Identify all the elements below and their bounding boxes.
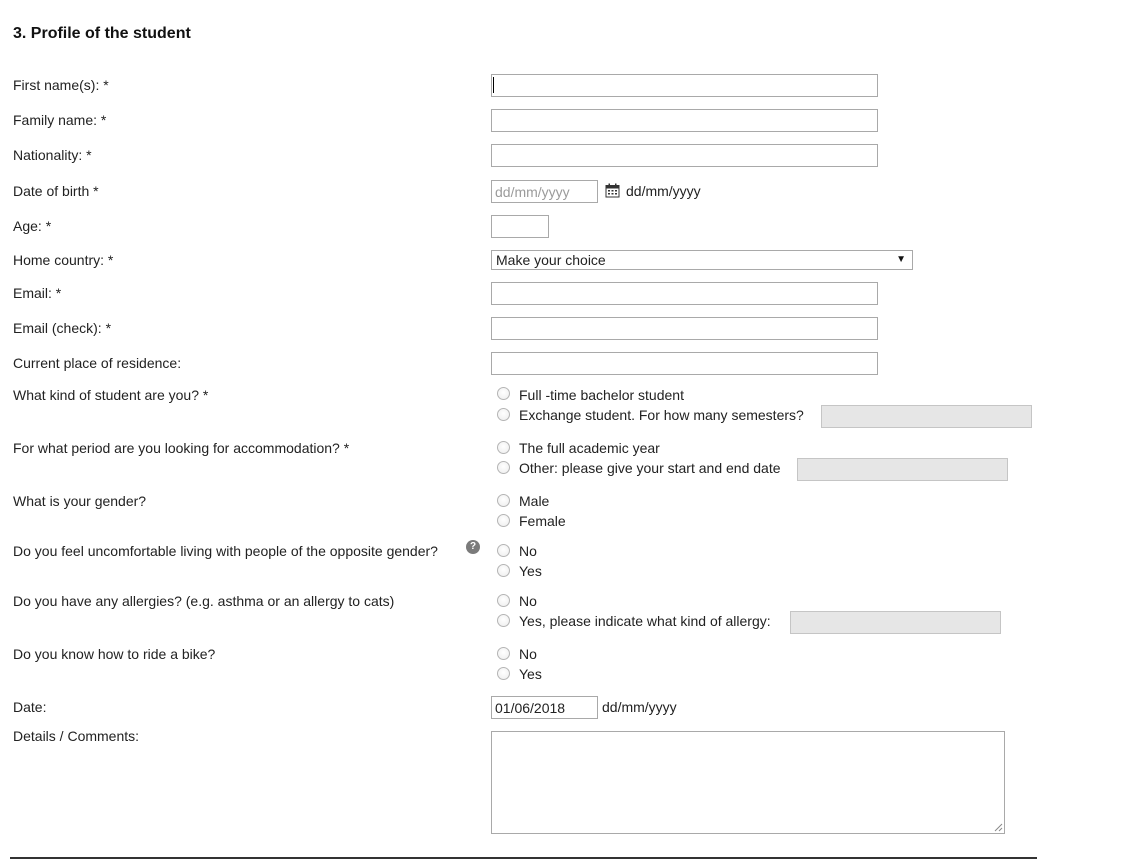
- allergy-kind-input[interactable]: [790, 611, 1001, 634]
- dropdown-arrow-icon: ▼: [896, 254, 906, 265]
- option-opposite-gender-no: No: [519, 543, 537, 559]
- radio-exchange-student[interactable]: [497, 408, 510, 421]
- date-label: Date:: [13, 699, 47, 715]
- family-name-input[interactable]: [491, 109, 878, 132]
- date-of-birth-format-hint: dd/mm/yyyy: [626, 183, 701, 199]
- text-cursor: [493, 77, 494, 93]
- period-label: For what period are you looking for accommodation? *: [13, 440, 350, 456]
- date-format-hint: dd/mm/yyyy: [602, 699, 677, 715]
- date-input[interactable]: [491, 696, 598, 719]
- resize-grip-icon[interactable]: [994, 823, 1003, 832]
- comments-label: Details / Comments:: [13, 728, 140, 744]
- first-name-input[interactable]: [491, 74, 878, 97]
- email-label: Email: *: [13, 285, 62, 301]
- student-kind-label: What kind of student are you? *: [13, 387, 209, 403]
- option-other-period: Other: please give your start and end date: [519, 460, 781, 476]
- family-name-label: Family name: *: [13, 112, 107, 128]
- email-input[interactable]: [491, 282, 878, 305]
- option-full-time-bachelor: Full -time bachelor student: [519, 387, 684, 403]
- bottom-divider: [10, 857, 1037, 859]
- calendar-icon[interactable]: [605, 183, 620, 198]
- exchange-semesters-input[interactable]: [821, 405, 1032, 428]
- radio-male[interactable]: [497, 494, 510, 507]
- allergies-label: Do you have any allergies? (e.g. asthma or an allergy to cats): [13, 593, 395, 609]
- radio-bike-no[interactable]: [497, 647, 510, 660]
- age-input[interactable]: [491, 215, 549, 238]
- radio-allergies-no[interactable]: [497, 594, 510, 607]
- residence-input[interactable]: [491, 352, 878, 375]
- home-country-label: Home country: *: [13, 252, 114, 268]
- first-name-label: First name(s): *: [13, 77, 109, 93]
- option-full-academic-year: The full academic year: [519, 440, 660, 456]
- radio-opposite-gender-yes[interactable]: [497, 564, 510, 577]
- home-country-selected: Make your choice: [496, 252, 606, 268]
- residence-label: Current place of residence:: [13, 355, 182, 371]
- radio-bike-yes[interactable]: [497, 667, 510, 680]
- email-check-label: Email (check): *: [13, 320, 112, 336]
- nationality-input[interactable]: [491, 144, 878, 167]
- opposite-gender-label: Do you feel uncomfortable living with people of the opposite gender?: [13, 543, 438, 559]
- period-dates-input[interactable]: [797, 458, 1008, 481]
- radio-female[interactable]: [497, 514, 510, 527]
- option-opposite-gender-yes: Yes: [519, 563, 542, 579]
- option-exchange-student: Exchange student. For how many semesters?: [519, 407, 804, 423]
- radio-full-academic-year[interactable]: [497, 441, 510, 454]
- radio-allergies-yes[interactable]: [497, 614, 510, 627]
- home-country-select[interactable]: [491, 250, 913, 270]
- age-label: Age: *: [13, 218, 52, 234]
- radio-opposite-gender-no[interactable]: [497, 544, 510, 557]
- radio-full-time-bachelor[interactable]: [497, 387, 510, 400]
- help-icon[interactable]: ?: [466, 540, 480, 554]
- option-male: Male: [519, 493, 550, 509]
- email-check-input[interactable]: [491, 317, 878, 340]
- option-allergies-yes: Yes, please indicate what kind of allergy:: [519, 613, 771, 629]
- option-female: Female: [519, 513, 566, 529]
- gender-label: What is your gender?: [13, 493, 147, 509]
- section-title: 3. Profile of the student: [13, 25, 191, 42]
- radio-other-period[interactable]: [497, 461, 510, 474]
- comments-textarea[interactable]: [491, 731, 1005, 834]
- option-bike-no: No: [519, 646, 537, 662]
- option-allergies-no: No: [519, 593, 537, 609]
- option-bike-yes: Yes: [519, 666, 542, 682]
- date-of-birth-label: Date of birth *: [13, 183, 99, 199]
- date-of-birth-input[interactable]: [491, 180, 598, 203]
- bike-label: Do you know how to ride a bike?: [13, 646, 216, 662]
- nationality-label: Nationality: *: [13, 147, 92, 163]
